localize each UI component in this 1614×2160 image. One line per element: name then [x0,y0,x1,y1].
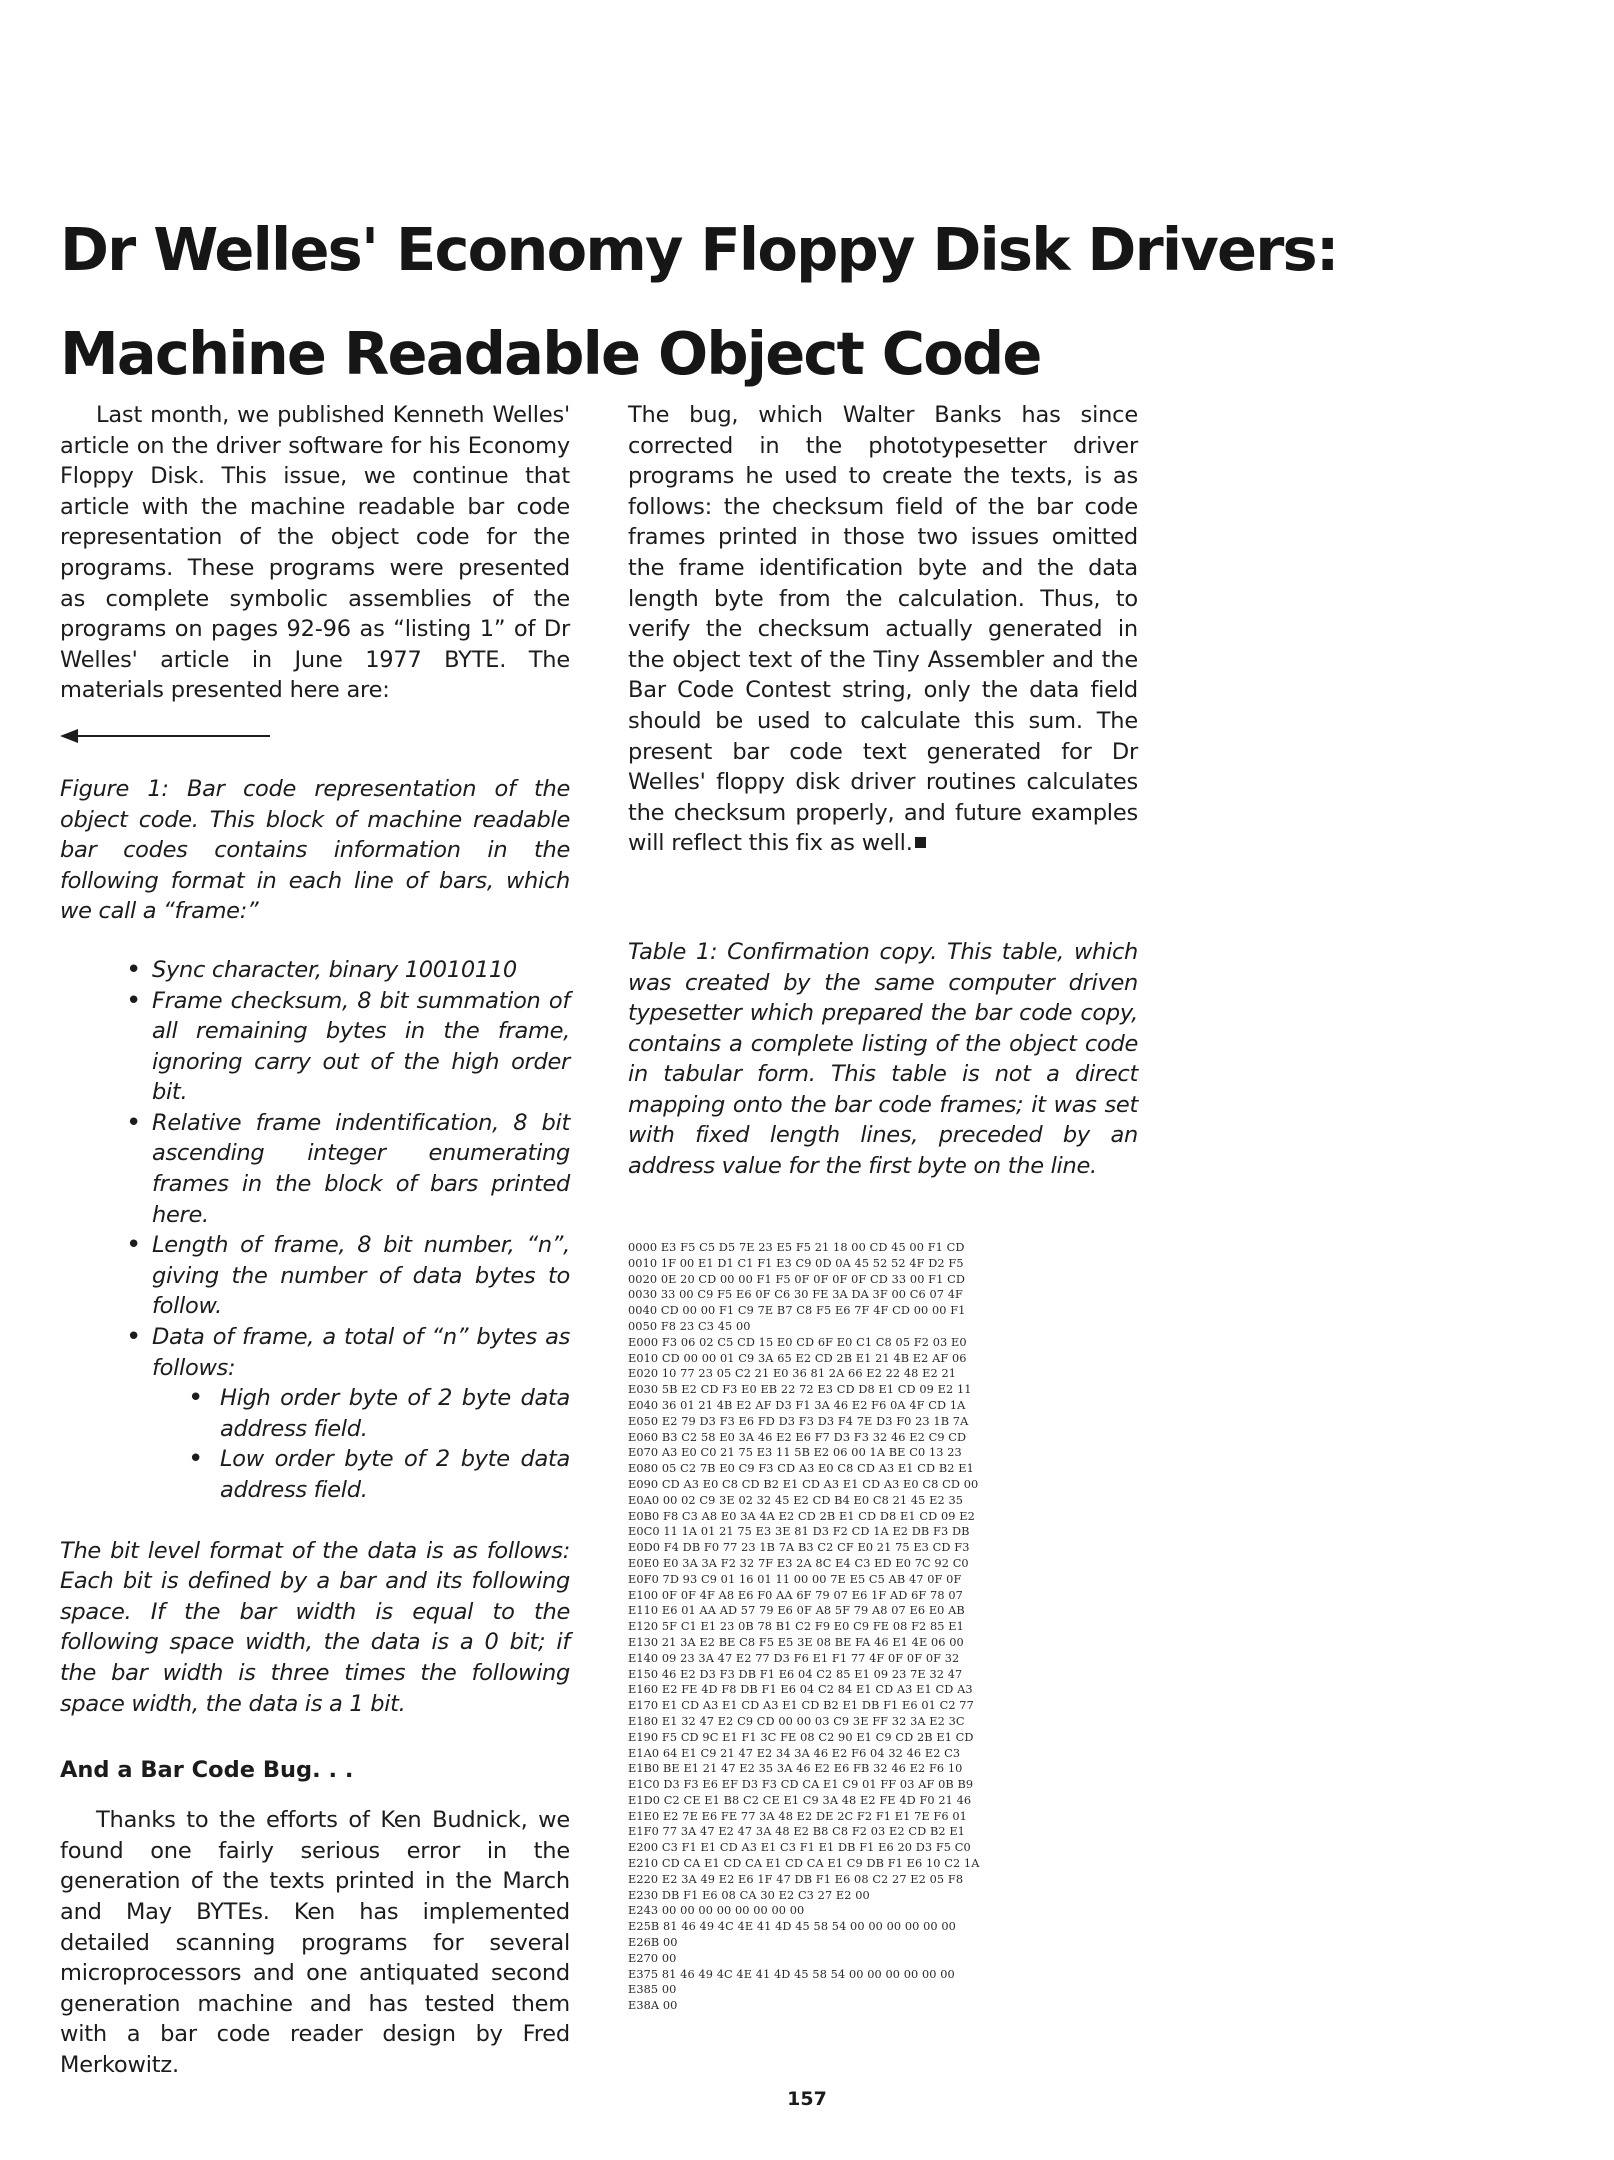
hex-table-row: E243 00 00 00 00 00 00 00 00 [628,1904,805,1918]
hex-table-row: E0C0 11 1A 01 21 75 E3 3E 81 D3 F2 CD 1A E2 DB F3 DB [628,1525,970,1539]
address-sub-list [152,1383,570,1505]
hex-table-row: E200 C3 F1 E1 CD A3 E1 C3 F1 E1 DB F1 E6 20 D3 F5 C0 [628,1841,971,1855]
bullet-sync: • Sync character, binary 10010110 [126,955,570,986]
bullet-length: • Length of frame, 8 bit number, “n”, giving the number of data bytes to follow. [126,1230,570,1322]
figure-caption: Figure 1: Bar code representation of the object code. This block of machine readable bar codes contains information in the following format in each line of bars, which we call a “frame:” [60,775,570,925]
hex-table-row: E090 CD A3 E0 C8 CD B2 E1 CD A3 E1 CD A3 E0 C8 CD 00 [628,1477,979,1491]
hex-table-row: E110 E6 01 AA AD 57 79 E6 0F A8 5F 79 A8 07 E6 E0 AB [628,1604,965,1618]
hex-table-row: E1C0 D3 F3 E6 EF D3 F3 CD CA E1 C9 01 FF 03 AF 0B B9 [628,1778,974,1792]
hex-table-row: E0F0 7D 93 C9 01 16 01 11 00 00 7E E5 C5 AB 47 0F 0F [628,1572,962,1586]
hex-table-row: E25B 81 46 49 4C 4E 41 4D 45 58 54 00 00 00 00 00 00 [628,1920,956,1934]
page-number: 157 [787,2088,827,2110]
hex-table-row: 0000 E3 F5 C5 D5 7E 23 E5 F5 21 18 00 CD 45 00 F1 CD [628,1241,965,1254]
hex-table-row: E1E0 E2 7E E6 FE 77 3A 48 E2 DE 2C F2 F1 E1 7E F6 01 [628,1809,967,1823]
bug-paragraph-left: Thanks to the efforts of Ken Budnick, we found one fairly serious error in the generation of the texts printed in the March and May BYTEs. Ken has implemented detailed scanning programs for several microprocessors and one antiquated second generation machine and has tested them with a bar code reader design by Fred Merkowitz. [60,1807,570,2078]
hex-table-row: E210 CD CA E1 CD CA E1 CD CA E1 C9 DB F1 E6 10 C2 1A [628,1857,980,1871]
intro-paragraph: Last month, we published Kenneth Welles' article on the driver software for his Economy Floppy Disk. This issue, we continue that article with the machine readable bar code representation of the object code for the programs. These programs were presented as complete symbolic assemblies of the programs on pages 92-96 as “listing 1” of Dr Welles' article in June 1977 BYTE. The materials presented here are: [60,402,570,704]
hex-table-row: E0E0 E0 3A 3A F2 32 7F E3 2A 8C E4 C3 ED E0 7C 92 C0 [628,1556,969,1570]
bit-format-paragraph: The bit level format of the data is as follows: Each bit is defined by a bar and its following space. If the bar width is equal to the following space width, the data is a 0 bit; if the bar width is three times the following space width, the data is a 1 bit. [60,1537,570,1717]
hex-table-row: 0010 1F 00 E1 D1 C1 F1 E3 C9 0D 0A 45 52 52 4F D2 F5 [628,1256,964,1270]
hex-table-row: E170 E1 CD A3 E1 CD A3 E1 CD B2 E1 DB F1 E6 01 C2 77 [628,1699,974,1713]
bug-paragraph-right-text: The bug, which Walter Banks has since corrected in the phototypesetter driver programs he used to create the texts, is as follows: the checksum field of the bar code frames printed in those two issues omitted the frame identification byte and the data length byte from the calculation. Thus, to verify the checksum actually generated in the object text of the Tiny Assembler and the Bar Code Contest string, only the data field should be used to calculate this sum. The present bar code text generated for Dr Welles' floppy disk driver routines calculates the checksum properly, and future examples will reflect this fix as well. [628,402,1138,857]
hex-table-row: 0020 0E 20 CD 00 00 F1 F5 0F 0F 0F 0F CD 33 00 F1 CD [628,1272,965,1286]
hex-table-row: E020 10 77 23 05 C2 21 E0 36 81 2A 66 E2 22 48 E2 21 [628,1367,957,1381]
hex-table-row: E1A0 64 E1 C9 21 47 E2 34 3A 46 E2 F6 04 32 46 E2 C3 [628,1746,961,1760]
hex-table-row: E220 E2 3A 49 E2 E6 1F 47 DB F1 E6 08 C2 27 E2 05 F8 [628,1872,964,1886]
bullet-frame-id: • Relative frame indentification, 8 bit ascending integer enumerating frames in the block of bars printed here. [126,1108,570,1230]
bullet-data-label: Data of frame, a total of “n” bytes as follows: [152,1324,570,1381]
hex-table-row: E060 B3 C2 58 E0 3A 46 E2 E6 F7 D3 F3 32 46 E2 C9 CD [628,1430,967,1444]
hex-table-row: E0B0 F8 C3 A8 E0 3A 4A E2 CD 2B E1 CD D8 E1 CD 09 E2 [628,1509,975,1523]
title-line-1: Dr Welles' Economy Floppy Disk Drivers: [60,215,1338,284]
hex-table-row: E375 81 46 49 4C 4E 41 4D 45 58 54 00 00 00 00 00 00 [628,1967,955,1981]
hex-table-row: 0040 CD 00 00 F1 C9 7E B7 C8 F5 E6 7F 4F CD 00 00 F1 [628,1304,966,1318]
hex-table-row: E180 E1 32 47 E2 C9 CD 00 00 03 C9 3E FF 32 3A E2 3C [628,1714,965,1728]
bullet-data [126,1322,570,1506]
hex-table-row: E040 36 01 21 4B E2 AF D3 F1 3A 46 E2 F6 0A 4F CD 1A [628,1398,966,1412]
bug-subheading: And a Bar Code Bug. . . [60,1757,354,1784]
title-line-2: Machine Readable Object Code [60,319,1041,388]
hex-table-row: E130 21 3A E2 BE C8 F5 E5 3E 08 BE FA 46 E1 4E 06 00 [628,1635,964,1649]
bullet-checksum: • Frame checksum, 8 bit summation of all remaining bytes in the frame, ignoring carry out of the high order bit. [126,986,570,1108]
hex-table-row: E0D0 F4 DB F0 77 23 1B 7A B3 C2 CF E0 21 75 E3 CD F3 [628,1541,970,1555]
hex-table-row: E38A 00 [628,1999,678,2013]
hex-table-row: E1F0 77 3A 47 E2 47 3A 48 E2 B8 C8 F2 03 E2 CD B2 E1 [628,1825,965,1839]
hex-table-row: E230 DB F1 E6 08 CA 30 E2 C3 27 E2 00 [628,1888,870,1902]
table-caption: Table 1: Confirmation copy. This table, which was created by the same computer driven typesetter which prepared the bar code copy, contains a complete listing of the object code in tabular form. This table is not a direct mapping onto the bar code frames; it was set with fixed length lines, preceded by an address value for the first byte on the line. [628,938,1138,1180]
hex-table-row: E0A0 00 02 C9 3E 02 32 45 E2 CD B4 E0 C8 21 45 E2 35 [628,1493,964,1507]
hex-table-row: E120 5F C1 E1 23 0B 78 B1 C2 F9 E0 C9 FE 08 F2 85 E1 [628,1620,964,1634]
hex-table-row: E140 09 23 3A 47 E2 77 D3 F6 E1 F1 77 4F 0F 0F 0F 32 [628,1651,960,1665]
right-column [628,400,1138,1182]
frame-format-list [60,955,570,1506]
hex-table-row: E010 CD 00 00 01 C9 3A 65 E2 CD 2B E1 21 4B E2 AF 06 [628,1351,967,1365]
hex-table-row: E160 E2 FE 4D F8 DB F1 E6 04 C2 84 E1 CD A3 E1 CD A3 [628,1683,973,1697]
hex-table-row: E1D0 C2 CE E1 B8 C2 CE E1 C9 3A 48 E2 FE 4D F0 21 46 [628,1793,972,1807]
hex-table-row: E100 0F 0F 4F A8 E6 F0 AA 6F 79 07 E6 1F AD 6F 78 07 [628,1588,963,1602]
article-title [60,198,1560,406]
hex-table-row: 0030 33 00 C9 F5 E6 0F C6 30 FE 3A DA 3F 00 C6 07 4F [628,1288,963,1302]
hex-table-row: E270 00 [628,1951,677,1965]
hex-table-row: E26B 00 [628,1936,678,1950]
bug-paragraph-right [628,400,1138,859]
sub-bullet-low-byte: • Low order byte of 2 byte data address field. [188,1444,570,1505]
hex-table-row: E050 E2 79 D3 F3 E6 FD D3 F3 D3 F4 7E D3 F0 23 1B 7A [628,1414,969,1428]
hex-table-row: E385 00 [628,1983,677,1997]
hex-table-row: E030 5B E2 CD F3 E0 EB 22 72 E3 CD D8 E1 CD 09 E2 11 [628,1383,972,1397]
hex-table-row: E1B0 BE E1 21 47 E2 35 3A 46 E2 E6 FB 32 46 E2 F6 10 [628,1762,963,1776]
object-code-table [628,1240,1128,2014]
end-mark-icon [915,837,926,848]
sub-bullet-high-byte: • High order byte of 2 byte data address field. [188,1383,570,1444]
hex-table-row: E080 05 C2 7B E0 C9 F3 CD A3 E0 C8 CD A3 E1 CD B2 E1 [628,1462,974,1476]
hex-table-row: E000 F3 06 02 C5 CD 15 E0 CD 6F E0 C1 C8 05 F2 03 E0 [628,1335,967,1349]
hex-table-row: E070 A3 E0 C0 21 75 E3 11 5B E2 06 00 1A BE C0 13 23 [628,1446,962,1460]
left-column [60,400,570,2081]
left-arrow-icon [60,726,270,746]
hex-table-row: E150 46 E2 D3 F3 DB F1 E6 04 C2 85 E1 09 23 7E 32 47 [628,1667,963,1681]
hex-table-row: E190 F5 CD 9C E1 F1 3C FE 08 C2 90 E1 C9 CD 2B E1 CD [628,1730,974,1744]
hex-table-row: 0050 F8 23 C3 45 00 [628,1319,751,1333]
